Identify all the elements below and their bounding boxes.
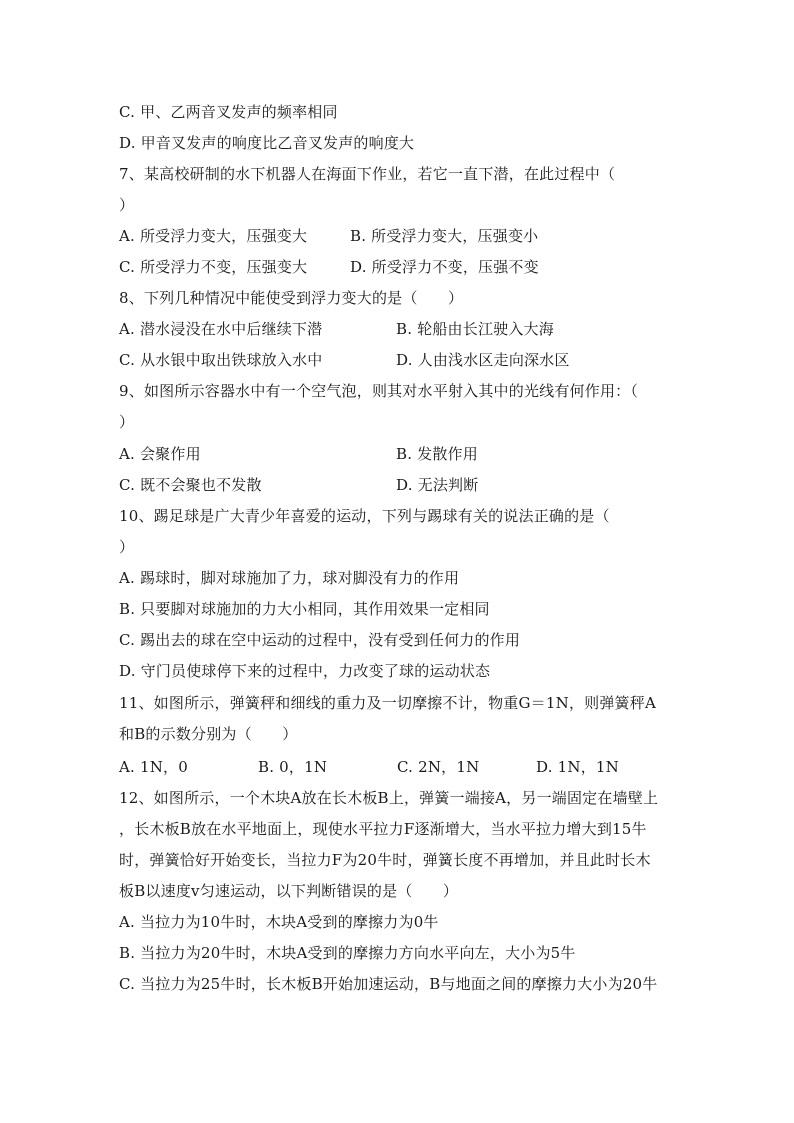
q11-options-row bbox=[119, 755, 675, 779]
q7-stem-end: ） bbox=[119, 196, 135, 214]
q11-stem-line-1: 11、如图所示，弹簧秤和细线的重力及一切摩擦不计，物重G＝1N，则弹簧秤A bbox=[119, 694, 656, 712]
q12-stem-line-1: 12、如图所示，一个木块A放在长木板B上，弹簧一端接A，另一端固定在墙壁上 bbox=[119, 789, 659, 807]
q12-option-c: C. 当拉力为25牛时，长木板B开始加速运动，B与地面之间的摩擦力大小为20牛 bbox=[119, 975, 658, 993]
q8-option-d: D. 人由浅水区走向深水区 bbox=[396, 351, 570, 369]
q11-option-b: B. 0，1N bbox=[258, 758, 328, 776]
q6-option-c: C. 甲、乙两音叉发声的频率相同 bbox=[119, 103, 338, 121]
q7-option-b: B. 所受浮力变大，压强变小 bbox=[350, 227, 539, 245]
q6-option-d: D. 甲音叉发声的响度比乙音叉发声的响度大 bbox=[119, 134, 415, 152]
q8-option-a: A. 潜水浸没在水中后继续下潜 bbox=[119, 320, 323, 338]
q8-options-row-2 bbox=[119, 348, 570, 372]
q10-option-d: D. 守门员使球停下来的过程中，力改变了球的运动状态 bbox=[119, 662, 491, 680]
q9-option-a: A. 会聚作用 bbox=[119, 445, 201, 463]
q9-stem-end: ） bbox=[119, 413, 135, 431]
q11-option-c: C. 2N，1N bbox=[397, 758, 480, 776]
q10-option-a: A. 踢球时，脚对球施加了力，球对脚没有力的作用 bbox=[119, 569, 460, 587]
q10-stem: 10、踢足球是广大青少年喜爱的运动，下列与踢球有关的说法正确的是（ bbox=[119, 507, 610, 525]
q9-option-b: B. 发散作用 bbox=[396, 445, 478, 463]
q8-option-b: B. 轮船由长江驶入大海 bbox=[396, 320, 554, 338]
q8-option-c: C. 从水银中取出铁球放入水中 bbox=[119, 351, 323, 369]
q7-options-row-2 bbox=[119, 255, 539, 279]
q7-stem: 7、某高校研制的水下机器人在海面下作业，若它一直下潜，在此过程中（ bbox=[119, 165, 616, 183]
q12-stem-line-4: 板B以速度v匀速运动，以下判断错误的是（ ） bbox=[119, 882, 459, 900]
q7-option-c: C. 所受浮力不变，压强变大 bbox=[119, 258, 308, 276]
q11-stem-line-2: 和B的示数分别为（ ） bbox=[119, 725, 298, 743]
q11-option-d: D. 1N，1N bbox=[536, 758, 619, 776]
q8-stem: 8、下列几种情况中能使受到浮力变大的是（ ） bbox=[119, 289, 464, 307]
q12-stem-line-3: 时，弹簧恰好开始变长，当拉力F为20牛时，弹簧长度不再增加，并且此时长木 bbox=[119, 851, 651, 869]
q8-options-row-1 bbox=[119, 317, 554, 341]
q7-option-a: A. 所受浮力变大，压强变大 bbox=[119, 227, 308, 245]
q9-options-row-2 bbox=[119, 473, 479, 497]
q10-option-c: C. 踢出去的球在空中运动的过程中，没有受到任何力的作用 bbox=[119, 631, 521, 649]
q9-option-c: C. 既不会聚也不发散 bbox=[119, 476, 262, 494]
q7-option-d: D. 所受浮力不变，压强不变 bbox=[350, 258, 539, 276]
q12-option-b: B. 当拉力为20牛时，木块A受到的摩擦力方向水平向左，大小为5牛 bbox=[119, 944, 576, 962]
q9-options-row-1 bbox=[119, 442, 478, 466]
q12-option-a: A. 当拉力为10牛时，木块A受到的摩擦力为0牛 bbox=[119, 913, 439, 931]
q12-stem-line-2: ，长木板B放在水平地面上，现使水平拉力F逐渐增大，当水平拉力增大到15牛 bbox=[119, 820, 647, 838]
q9-option-d: D. 无法判断 bbox=[396, 476, 479, 494]
q10-option-b: B. 只要脚对球施加的力大小相同，其作用效果一定相同 bbox=[119, 600, 490, 618]
q9-stem: 9、如图所示容器水中有一个空气泡，则其对水平射入其中的光线有何作用：（ bbox=[119, 382, 639, 400]
q11-option-a: A. 1N，0 bbox=[119, 758, 188, 776]
q7-options-row-1 bbox=[119, 224, 539, 248]
q10-stem-end: ） bbox=[119, 538, 135, 556]
